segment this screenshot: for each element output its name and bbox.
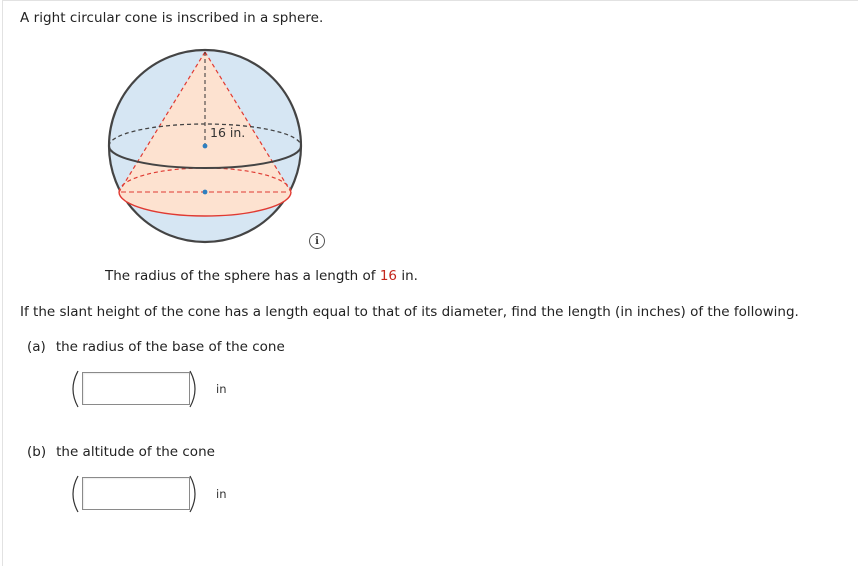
right-paren-icon (188, 474, 202, 514)
info-icon[interactable]: i (309, 233, 325, 249)
part-b-letter: (b) (27, 444, 47, 460)
part-b-answer-input[interactable] (82, 477, 190, 510)
radius-value: 16 (379, 268, 398, 284)
part-a-label (27, 339, 285, 355)
problem-statement: A right circular cone is inscribed in a sphere. (20, 10, 324, 26)
radius-prefix: The radius of the sphere has a length of (105, 268, 380, 284)
part-a-letter: (a) (27, 339, 46, 355)
part-b-label (27, 444, 215, 460)
question-text: If the slant height of the cone has a length equal to that of its diameter, find the length (in inches) of the following. (20, 304, 799, 320)
sphere-cone-figure (100, 44, 310, 249)
left-paren-icon (66, 369, 80, 409)
radius-label: 16 in. (210, 125, 246, 140)
right-paren-icon (188, 369, 202, 409)
part-b-prompt: the altitude of the cone (56, 444, 215, 460)
part-a-prompt: the radius of the base of the cone (55, 339, 285, 355)
left-paren-icon (66, 474, 80, 514)
sphere-center-dot (203, 144, 208, 149)
radius-suffix: in. (397, 268, 418, 284)
part-b-unit: in (216, 487, 227, 501)
radius-sentence (105, 268, 418, 284)
part-a-answer-input[interactable] (82, 372, 190, 405)
base-center-dot (203, 190, 208, 195)
part-a-unit: in (216, 382, 227, 396)
